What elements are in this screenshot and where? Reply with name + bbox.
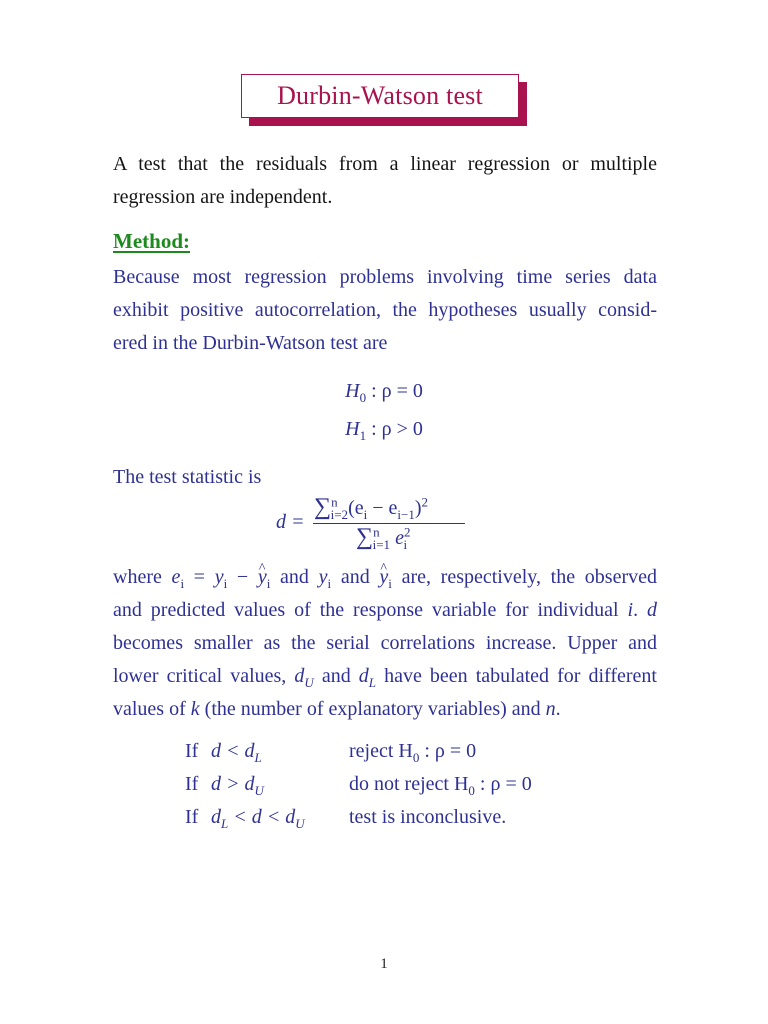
formula-denominator: ∑$^n_{i=1}$ $e^2_i$ <box>356 524 411 552</box>
page-title: Durbin-Watson test <box>277 81 483 110</box>
method-paragraph <box>113 261 657 360</box>
intro-line-1: A test that the residuals from a linear regression or multiple <box>113 153 657 175</box>
statistic-intro: The test statistic is <box>113 466 262 488</box>
intro-paragraph <box>113 148 657 214</box>
formula-numerator: $\sum^n_{i=2}(e_i - e_{i-1})^2$ <box>314 494 429 522</box>
where-line-5: values of k (the number of explanatory variables) and n. <box>113 698 561 720</box>
method-line-2: exhibit positive autocorrelation, the hypotheses usually consid- <box>113 299 657 321</box>
hypothesis-h1: $H_1$ : ρ > 0 <box>345 418 423 443</box>
intro-line-2: regression are independent. <box>113 186 333 208</box>
where-line-2: and predicted values of the response variable for individual i. d <box>113 599 658 621</box>
hypothesis-h0: $H_0$ : ρ = 0 <box>345 380 423 405</box>
where-paragraph <box>113 561 657 726</box>
document-page: Durbin-Watson test A test that the residuals from a linear regression or multiple regression are independent. Method: Because most regression problems involving time series data exhibit positive autocorrelation, the hypotheses usually consid- ered in the Durbin-Watson test are $H_0$ : ρ = 0 $H_1$ : ρ > 0 The test statistic is d = $\sum^n_{i=2}(e_i - e_{i-1})^2$ ∑$^n_{i=1}$ $e^2_i$ where $e_i = y_i - y$ $\^{}_i$ and $y_i$ and y $\^{}_i$ are, respectively, the observed and predicted values of the response variable for individual i. d becomes smaller as the serial correlations increase. Upper and lower critical values, $d_U$ and $d_L$ have been tabulated for different values of k (the number of explanatory variables) and n. If $d < d_L$ reject $H_0$ : ρ = 0 If $d > d_U$ do not reject $H_0$ : ρ = 0 If $d_L < d < d_U$ test is inconclusive. 1 <box>0 0 768 1024</box>
where-line-1: where $e_i = y_i - y$ $\^{}_i$ and $y_i$ and y $\^{}_i$ are, respectively, the observed <box>113 561 657 594</box>
method-line-3: ered in the Durbin-Watson test are <box>113 332 388 354</box>
title-box <box>241 74 521 118</box>
formula-lhs: d = <box>276 511 305 533</box>
page-number: 1 <box>380 956 388 972</box>
method-heading: Method: <box>113 229 190 253</box>
title-frame <box>241 74 519 118</box>
where-line-3: becomes smaller as the serial correlations increase. Upper and <box>113 632 657 654</box>
method-line-1: Because most regression problems involving time series data <box>113 266 657 288</box>
where-line-4: lower critical values, $d_U$ and $d_L$ have been tabulated for different <box>113 665 657 690</box>
